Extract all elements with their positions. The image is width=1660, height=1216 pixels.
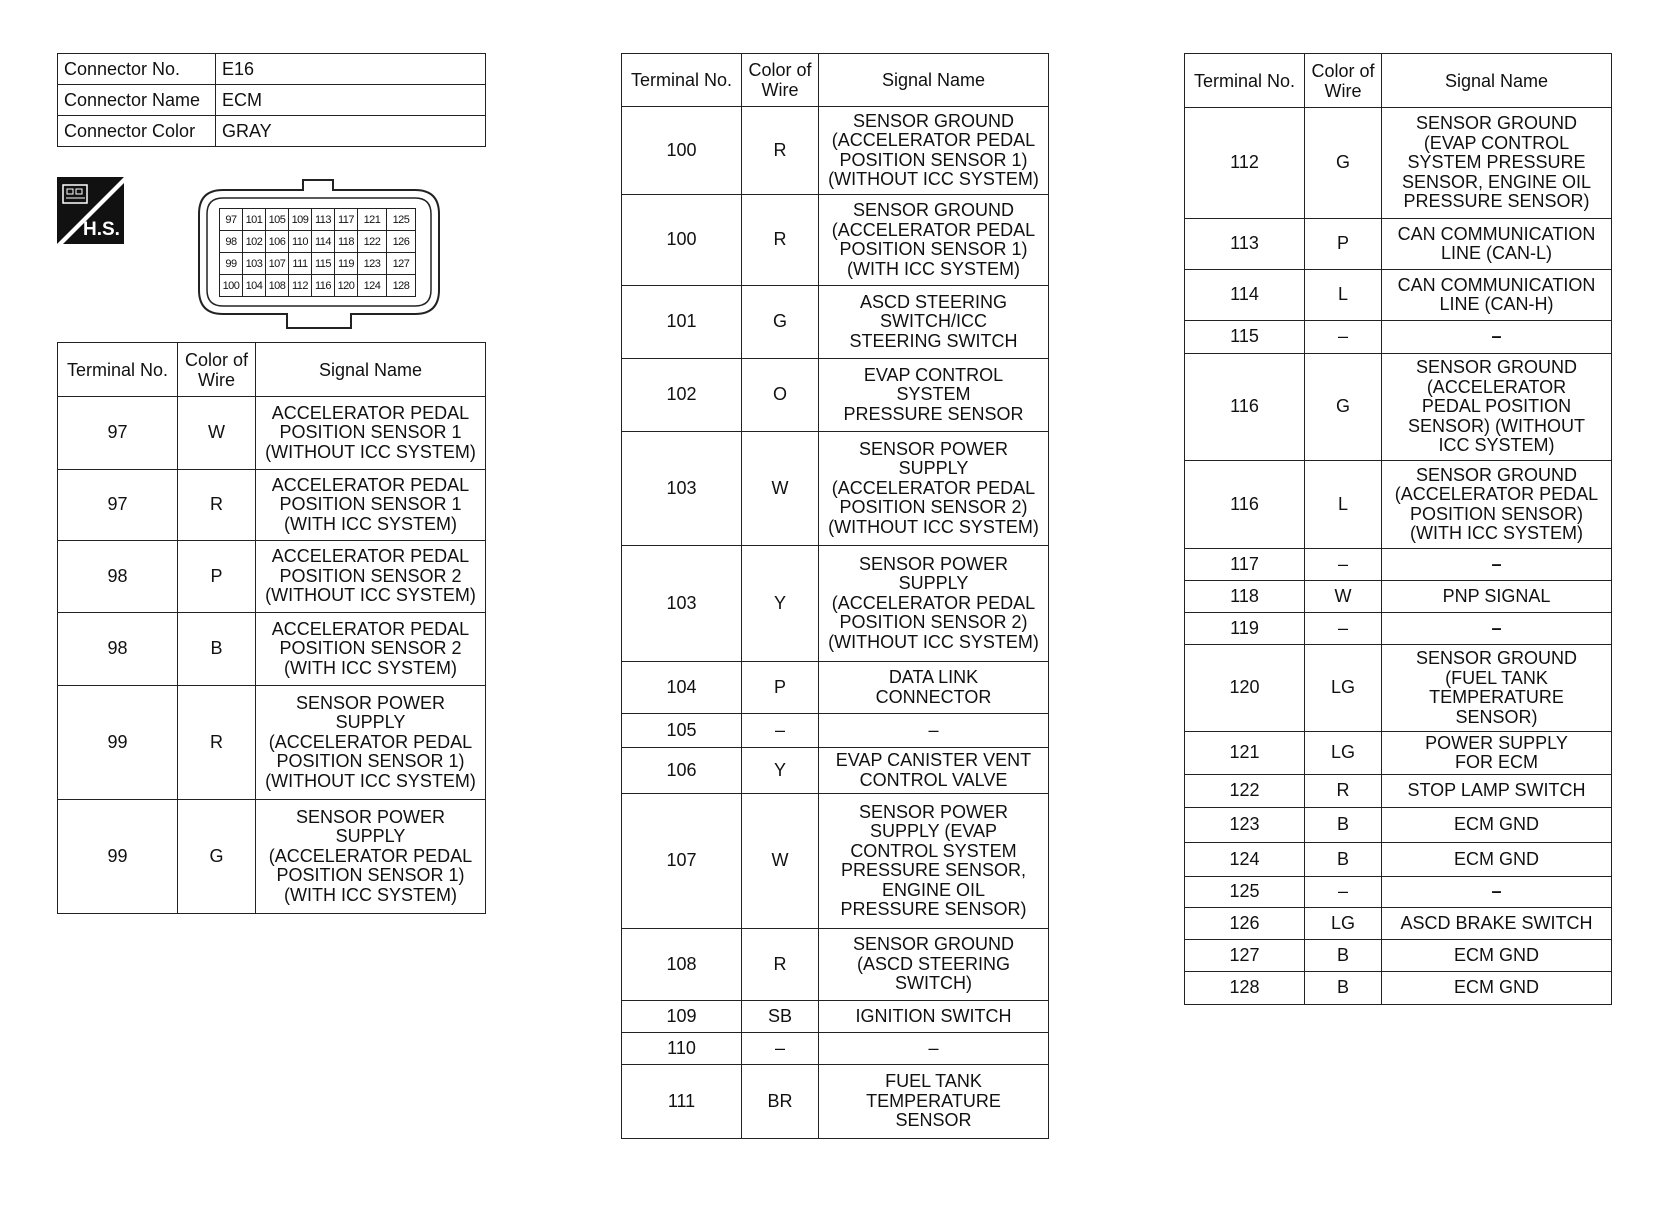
header-row	[1185, 54, 1612, 108]
signal-name-cell: STOP LAMP SWITCH	[1382, 775, 1612, 808]
terminal-row	[622, 1065, 1049, 1139]
wire-color-cell: G	[742, 286, 819, 359]
wire-color-cell: B	[1305, 972, 1382, 1005]
terminal-row	[1185, 549, 1612, 581]
harness-side-label: H.S.	[83, 219, 120, 240]
header-row	[58, 343, 486, 397]
pin-cell: 105	[266, 209, 289, 231]
terminal-number-cell: 109	[622, 1001, 742, 1033]
pin-cell: 110	[289, 231, 312, 253]
pin-row	[220, 209, 416, 231]
terminal-row	[1185, 613, 1612, 645]
signal-name-cell: SENSOR GROUND (ASCD STEERING SWITCH)	[819, 929, 1049, 1001]
wire-color-cell: B	[178, 613, 256, 686]
connector-color-label: Connector Color	[58, 116, 216, 147]
terminal-number-cell: 99	[58, 800, 178, 914]
terminal-number-cell: 114	[1185, 270, 1305, 321]
wire-color-cell: –	[742, 714, 819, 748]
signal-name-cell: ACCELERATOR PEDAL POSITION SENSOR 2 (WITH ICC SYSTEM)	[256, 613, 486, 686]
signal-name-cell: –	[819, 714, 1049, 748]
terminal-number-cell: 117	[1185, 549, 1305, 581]
terminal-row	[1185, 108, 1612, 219]
terminal-row	[58, 800, 486, 914]
terminal-row	[622, 107, 1049, 195]
terminal-number-cell: 116	[1185, 461, 1305, 549]
pin-cell: 126	[387, 231, 416, 253]
terminal-number-cell: 97	[58, 470, 178, 541]
wire-color-cell: O	[742, 359, 819, 432]
wire-color-cell: W	[742, 432, 819, 546]
signal-name-cell: –	[1382, 321, 1612, 354]
terminal-row	[58, 397, 486, 470]
pin-cell: 116	[312, 275, 335, 297]
wire-color-cell: LG	[1305, 908, 1382, 940]
wire-color-cell: B	[1305, 940, 1382, 972]
terminal-row	[58, 686, 486, 800]
pin-row	[220, 275, 416, 297]
terminal-number-cell: 111	[622, 1065, 742, 1139]
wire-color-cell: R	[742, 195, 819, 286]
signal-name-cell: ACCELERATOR PEDAL POSITION SENSOR 2 (WITHOUT ICC SYSTEM)	[256, 541, 486, 613]
wire-color-cell: –	[1305, 877, 1382, 908]
terminal-number-cell: 98	[58, 541, 178, 613]
terminal-number-cell: 106	[622, 748, 742, 794]
signal-name-cell: POWER SUPPLY FOR ECM	[1382, 732, 1612, 775]
terminal-number-cell: 124	[1185, 843, 1305, 877]
terminal-number-cell: 122	[1185, 775, 1305, 808]
signal-name-header: Signal Name	[819, 54, 1049, 107]
terminal-row	[622, 546, 1049, 662]
terminal-number-cell: 119	[1185, 613, 1305, 645]
wire-color-cell: Y	[742, 748, 819, 794]
signal-name-cell: ECM GND	[1382, 940, 1612, 972]
terminal-number-cell: 98	[58, 613, 178, 686]
terminal-row	[1185, 354, 1612, 461]
terminal-number-cell: 123	[1185, 808, 1305, 843]
signal-name-cell: SENSOR GROUND (FUEL TANK TEMPERATURE SENSOR)	[1382, 645, 1612, 732]
wire-color-header: Color of Wire	[742, 54, 819, 107]
wire-color-cell: –	[1305, 613, 1382, 645]
signal-name-cell: ASCD STEERING SWITCH/ICC STEERING SWITCH	[819, 286, 1049, 359]
wire-color-cell: –	[1305, 549, 1382, 581]
terminal-row	[58, 470, 486, 541]
pin-cell: 104	[243, 275, 266, 297]
terminal-number-cell: 118	[1185, 581, 1305, 613]
wire-color-cell: SB	[742, 1001, 819, 1033]
signal-name-cell: –	[819, 1033, 1049, 1065]
terminal-row	[622, 1033, 1049, 1065]
connector-number-label: Connector No.	[58, 54, 216, 85]
pin-cell: 120	[335, 275, 358, 297]
terminal-table-1	[57, 342, 486, 914]
wire-color-cell: B	[1305, 808, 1382, 843]
signal-name-cell: IGNITION SWITCH	[819, 1001, 1049, 1033]
harness-side-badge	[57, 177, 124, 244]
signal-name-cell: SENSOR GROUND (ACCELERATOR PEDAL POSITION SENSOR) (WITH ICC SYSTEM)	[1382, 461, 1612, 549]
pin-cell: 123	[358, 253, 387, 275]
terminal-number-cell: 97	[58, 397, 178, 470]
terminal-number-cell: 116	[1185, 354, 1305, 461]
wire-color-cell: R	[742, 929, 819, 1001]
terminal-row	[622, 432, 1049, 546]
connector-number-value: E16	[216, 54, 486, 85]
pin-cell: 102	[243, 231, 266, 253]
pin-row	[220, 231, 416, 253]
terminal-number-cell: 128	[1185, 972, 1305, 1005]
terminal-row	[622, 794, 1049, 929]
terminal-row	[622, 662, 1049, 714]
terminal-number-cell: 105	[622, 714, 742, 748]
signal-name-header: Signal Name	[1382, 54, 1612, 108]
wire-color-header: Color of Wire	[1305, 54, 1382, 108]
terminal-row	[1185, 808, 1612, 843]
terminal-number-cell: 115	[1185, 321, 1305, 354]
terminal-row	[1185, 732, 1612, 775]
terminal-number-cell: 101	[622, 286, 742, 359]
pin-cell: 101	[243, 209, 266, 231]
pin-cell: 107	[266, 253, 289, 275]
signal-name-cell: ECM GND	[1382, 808, 1612, 843]
wire-color-cell: Y	[742, 546, 819, 662]
wire-color-cell: L	[1305, 461, 1382, 549]
terminal-number-cell: 125	[1185, 877, 1305, 908]
terminal-number-cell: 120	[1185, 645, 1305, 732]
terminal-number-cell: 112	[1185, 108, 1305, 219]
signal-name-cell: SENSOR GROUND (ACCELERATOR PEDAL POSITION SENSOR) (WITHOUT ICC SYSTEM)	[1382, 354, 1612, 461]
wire-color-header: Color of Wire	[178, 343, 256, 397]
pin-row	[220, 253, 416, 275]
terminal-row	[1185, 219, 1612, 270]
signal-name-cell: ECM GND	[1382, 843, 1612, 877]
terminal-row	[1185, 908, 1612, 940]
connector-number-row	[58, 54, 486, 85]
wire-color-cell: –	[742, 1033, 819, 1065]
wire-color-cell: R	[1305, 775, 1382, 808]
signal-name-cell: EVAP CONTROL SYSTEM PRESSURE SENSOR	[819, 359, 1049, 432]
connector-pin-grid	[219, 208, 416, 297]
terminal-row	[622, 714, 1049, 748]
pin-cell: 128	[387, 275, 416, 297]
signal-name-cell: ACCELERATOR PEDAL POSITION SENSOR 1 (WITH ICC SYSTEM)	[256, 470, 486, 541]
signal-name-cell: DATA LINK CONNECTOR	[819, 662, 1049, 714]
terminal-number-cell: 102	[622, 359, 742, 432]
pin-cell: 109	[289, 209, 312, 231]
pin-cell: 111	[289, 253, 312, 275]
connector-color-value: GRAY	[216, 116, 486, 147]
signal-name-cell: SENSOR POWER SUPPLY (EVAP CONTROL SYSTEM PRESSURE SENSOR, ENGINE OIL PRESSURE SENSOR)	[819, 794, 1049, 929]
terminal-row	[1185, 775, 1612, 808]
terminal-number-cell: 100	[622, 107, 742, 195]
terminal-number-cell: 126	[1185, 908, 1305, 940]
terminal-number-cell: 99	[58, 686, 178, 800]
terminal-number-cell: 103	[622, 546, 742, 662]
signal-name-cell: ACCELERATOR PEDAL POSITION SENSOR 1 (WITHOUT ICC SYSTEM)	[256, 397, 486, 470]
wire-color-cell: G	[1305, 354, 1382, 461]
wire-color-cell: –	[1305, 321, 1382, 354]
wire-color-cell: B	[1305, 843, 1382, 877]
wire-color-cell: P	[1305, 219, 1382, 270]
pin-cell: 121	[358, 209, 387, 231]
pin-cell: 127	[387, 253, 416, 275]
terminal-no-header: Terminal No.	[622, 54, 742, 107]
pin-cell: 100	[220, 275, 243, 297]
signal-name-cell: SENSOR POWER SUPPLY (ACCELERATOR PEDAL POSITION SENSOR 1) (WITHOUT ICC SYSTEM)	[256, 686, 486, 800]
terminal-row	[1185, 270, 1612, 321]
wire-color-cell: P	[178, 541, 256, 613]
pin-cell: 103	[243, 253, 266, 275]
signal-name-cell: PNP SIGNAL	[1382, 581, 1612, 613]
signal-name-cell: –	[1382, 613, 1612, 645]
terminal-number-cell: 113	[1185, 219, 1305, 270]
wire-color-cell: P	[742, 662, 819, 714]
terminal-row	[622, 359, 1049, 432]
terminal-row	[58, 613, 486, 686]
terminal-row	[1185, 321, 1612, 354]
terminal-row	[1185, 645, 1612, 732]
terminal-row	[1185, 461, 1612, 549]
signal-name-cell: FUEL TANK TEMPERATURE SENSOR	[819, 1065, 1049, 1139]
pin-cell: 113	[312, 209, 335, 231]
pin-cell: 117	[335, 209, 358, 231]
terminal-row	[622, 1001, 1049, 1033]
terminal-number-cell: 103	[622, 432, 742, 546]
wire-color-cell: LG	[1305, 732, 1382, 775]
wire-color-cell: W	[742, 794, 819, 929]
signal-name-cell: SENSOR GROUND (ACCELERATOR PEDAL POSITION SENSOR 1) (WITHOUT ICC SYSTEM)	[819, 107, 1049, 195]
wire-color-cell: L	[1305, 270, 1382, 321]
terminal-number-cell: 110	[622, 1033, 742, 1065]
terminal-row	[622, 286, 1049, 359]
pin-cell: 125	[387, 209, 416, 231]
connector-diagram	[193, 172, 445, 334]
connector-info-table	[57, 53, 486, 147]
wire-color-cell: G	[1305, 108, 1382, 219]
pin-cell: 114	[312, 231, 335, 253]
terminal-row	[622, 748, 1049, 794]
connector-name-value: ECM	[216, 85, 486, 116]
pin-cell: 112	[289, 275, 312, 297]
signal-name-cell: SENSOR POWER SUPPLY (ACCELERATOR PEDAL POSITION SENSOR 2) (WITHOUT ICC SYSTEM)	[819, 432, 1049, 546]
terminal-row	[58, 541, 486, 613]
terminal-row	[1185, 877, 1612, 908]
wire-color-cell: R	[178, 470, 256, 541]
signal-name-cell: –	[1382, 877, 1612, 908]
signal-name-cell: ASCD BRAKE SWITCH	[1382, 908, 1612, 940]
wire-color-cell: R	[178, 686, 256, 800]
terminal-number-cell: 100	[622, 195, 742, 286]
header-row	[622, 54, 1049, 107]
terminal-number-cell: 127	[1185, 940, 1305, 972]
signal-name-header: Signal Name	[256, 343, 486, 397]
terminal-no-header: Terminal No.	[58, 343, 178, 397]
terminal-table-3	[1184, 53, 1612, 1005]
terminal-row	[622, 195, 1049, 286]
terminal-row	[1185, 940, 1612, 972]
pin-cell: 122	[358, 231, 387, 253]
connector-color-row	[58, 116, 486, 147]
terminal-number-cell: 108	[622, 929, 742, 1001]
pin-cell: 118	[335, 231, 358, 253]
pin-cell: 99	[220, 253, 243, 275]
terminal-no-header: Terminal No.	[1185, 54, 1305, 108]
pin-cell: 97	[220, 209, 243, 231]
wire-color-cell: W	[178, 397, 256, 470]
signal-name-cell: SENSOR GROUND (ACCELERATOR PEDAL POSITION SENSOR 1) (WITH ICC SYSTEM)	[819, 195, 1049, 286]
terminal-row	[1185, 843, 1612, 877]
terminal-number-cell: 121	[1185, 732, 1305, 775]
signal-name-cell: SENSOR POWER SUPPLY (ACCELERATOR PEDAL POSITION SENSOR 2) (WITHOUT ICC SYSTEM)	[819, 546, 1049, 662]
pin-cell: 106	[266, 231, 289, 253]
signal-name-cell: ECM GND	[1382, 972, 1612, 1005]
signal-name-cell: CAN COMMUNICATION LINE (CAN-H)	[1382, 270, 1612, 321]
signal-name-cell: CAN COMMUNICATION LINE (CAN-L)	[1382, 219, 1612, 270]
terminal-row	[1185, 972, 1612, 1005]
signal-name-cell: –	[1382, 549, 1612, 581]
pin-cell: 119	[335, 253, 358, 275]
connector-name-label: Connector Name	[58, 85, 216, 116]
wire-color-cell: R	[742, 107, 819, 195]
wire-color-cell: W	[1305, 581, 1382, 613]
pin-cell: 98	[220, 231, 243, 253]
signal-name-cell: SENSOR POWER SUPPLY (ACCELERATOR PEDAL POSITION SENSOR 1) (WITH ICC SYSTEM)	[256, 800, 486, 914]
terminal-number-cell: 104	[622, 662, 742, 714]
terminal-row	[622, 929, 1049, 1001]
pin-cell: 115	[312, 253, 335, 275]
connector-name-row	[58, 85, 486, 116]
pin-cell: 124	[358, 275, 387, 297]
terminal-row	[1185, 581, 1612, 613]
signal-name-cell: SENSOR GROUND (EVAP CONTROL SYSTEM PRESSURE SENSOR, ENGINE OIL PRESSURE SENSOR)	[1382, 108, 1612, 219]
signal-name-cell: EVAP CANISTER VENT CONTROL VALVE	[819, 748, 1049, 794]
terminal-table-2	[621, 53, 1049, 1139]
wire-color-cell: BR	[742, 1065, 819, 1139]
wire-color-cell: G	[178, 800, 256, 914]
wire-color-cell: LG	[1305, 645, 1382, 732]
pin-cell: 108	[266, 275, 289, 297]
terminal-number-cell: 107	[622, 794, 742, 929]
